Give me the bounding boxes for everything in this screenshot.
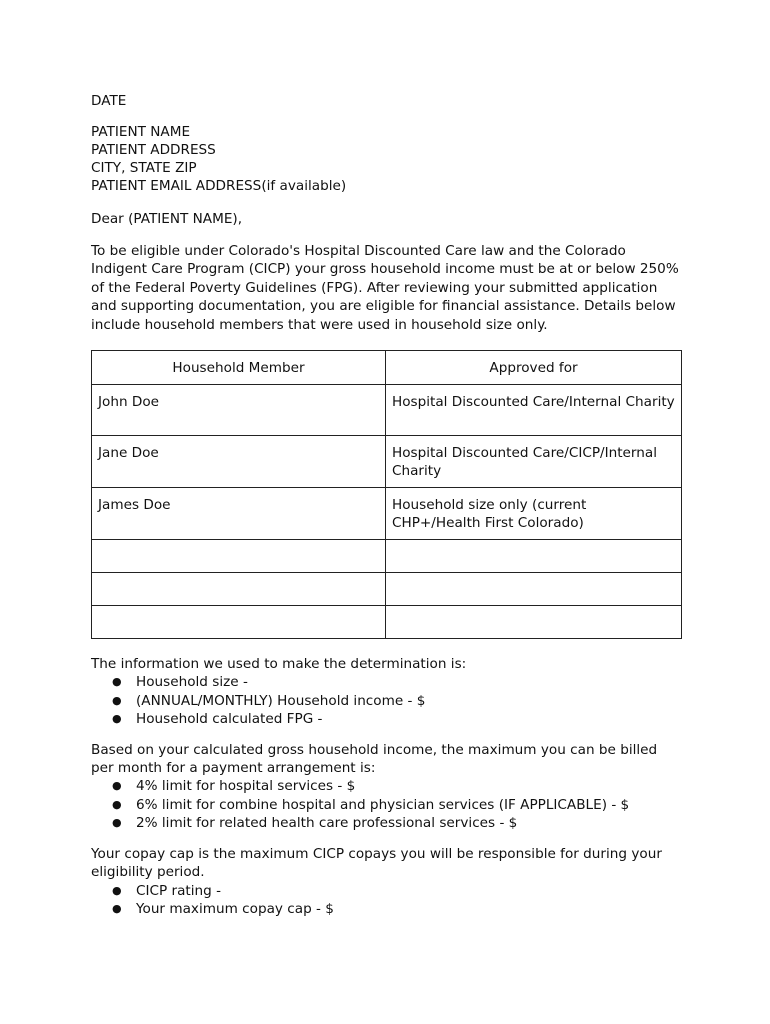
table-row bbox=[92, 385, 682, 436]
billing-limits-list bbox=[91, 777, 683, 832]
approved-cell bbox=[386, 540, 682, 573]
list-item bbox=[112, 673, 683, 691]
table-row bbox=[92, 540, 682, 573]
list-item-text: Household size - bbox=[136, 674, 248, 691]
approved-cell bbox=[386, 573, 682, 606]
salutation: Dear (PATIENT NAME), bbox=[91, 211, 243, 227]
bullet-icon: ● bbox=[112, 779, 122, 793]
list-item-text: Your maximum copay cap - $ bbox=[136, 900, 334, 917]
determination-intro: The information we used to make the determination is: bbox=[91, 656, 467, 673]
column-header-household-member: Household Member bbox=[92, 351, 386, 385]
member-cell bbox=[92, 540, 386, 573]
member-cell: John Doe bbox=[92, 385, 386, 436]
member-cell: Jane Doe bbox=[92, 436, 386, 488]
list-item-text: CICP rating - bbox=[136, 882, 222, 899]
member-cell bbox=[92, 573, 386, 606]
billing-intro: Based on your calculated gross household income, the maximum you can be billed per month for a payment arrangement is: bbox=[91, 741, 658, 777]
column-header-approved-for: Approved for bbox=[386, 351, 682, 385]
bullet-icon: ● bbox=[112, 797, 122, 811]
list-item-text: 2% limit for related health care professional services - $ bbox=[136, 815, 518, 832]
copay-intro: Your copay cap is the maximum CICP copays you will be responsible for during your eligibility period. bbox=[91, 845, 662, 881]
household-members-table bbox=[91, 350, 682, 639]
patient-address-line: PATIENT ADDRESS bbox=[91, 142, 216, 158]
table-row bbox=[92, 573, 682, 606]
patient-email-line: PATIENT EMAIL ADDRESS(if available) bbox=[91, 178, 347, 194]
member-cell bbox=[92, 606, 386, 639]
bullet-icon: ● bbox=[112, 693, 122, 707]
city-state-zip-line: CITY, STATE ZIP bbox=[91, 160, 197, 176]
list-item-text: 6% limit for combine hospital and physician services (IF APPLICABLE) - $ bbox=[136, 796, 630, 813]
list-item bbox=[112, 882, 683, 900]
approved-cell bbox=[386, 606, 682, 639]
member-cell: James Doe bbox=[92, 488, 386, 540]
list-item bbox=[112, 900, 683, 918]
approved-cell: Hospital Discounted Care/CICP/Internal Charity bbox=[386, 436, 682, 488]
table-row bbox=[92, 488, 682, 540]
copay-list bbox=[91, 882, 683, 919]
list-item-text: Household calculated FPG - bbox=[136, 711, 323, 728]
approved-cell: Household size only (current CHP+/Health First Colorado) bbox=[386, 488, 682, 540]
list-item bbox=[112, 814, 683, 832]
bullet-icon: ● bbox=[112, 901, 122, 915]
patient-address-block bbox=[91, 123, 683, 195]
approved-cell: Hospital Discounted Care/Internal Charity bbox=[386, 385, 682, 436]
intro-paragraph: To be eligible under Colorado's Hospital Discounted Care law and the Colorado Indigent Care Program (CICP) your gross household income must be at or below 250% of the Federal Poverty Guidelines (FPG). After reviewing your submitted application and supporting documentation, you are eligible for financial assistance. Details below include household members that were used in household size only. bbox=[91, 243, 679, 333]
letter-page bbox=[91, 92, 683, 918]
bullet-icon: ● bbox=[112, 883, 122, 897]
list-item bbox=[112, 796, 683, 814]
list-item-text: (ANNUAL/MONTHLY) Household income - $ bbox=[136, 692, 426, 709]
patient-name-line: PATIENT NAME bbox=[91, 124, 191, 140]
list-item bbox=[112, 777, 683, 795]
list-item bbox=[112, 692, 683, 710]
list-item bbox=[112, 710, 683, 728]
table-row bbox=[92, 606, 682, 639]
bullet-icon: ● bbox=[112, 816, 122, 830]
date-line: DATE bbox=[91, 93, 127, 109]
bullet-icon: ● bbox=[112, 675, 122, 689]
table-row bbox=[92, 436, 682, 488]
bullet-icon: ● bbox=[112, 712, 122, 726]
determination-list bbox=[91, 673, 683, 728]
list-item-text: 4% limit for hospital services - $ bbox=[136, 778, 356, 795]
table-header-row bbox=[92, 351, 682, 385]
